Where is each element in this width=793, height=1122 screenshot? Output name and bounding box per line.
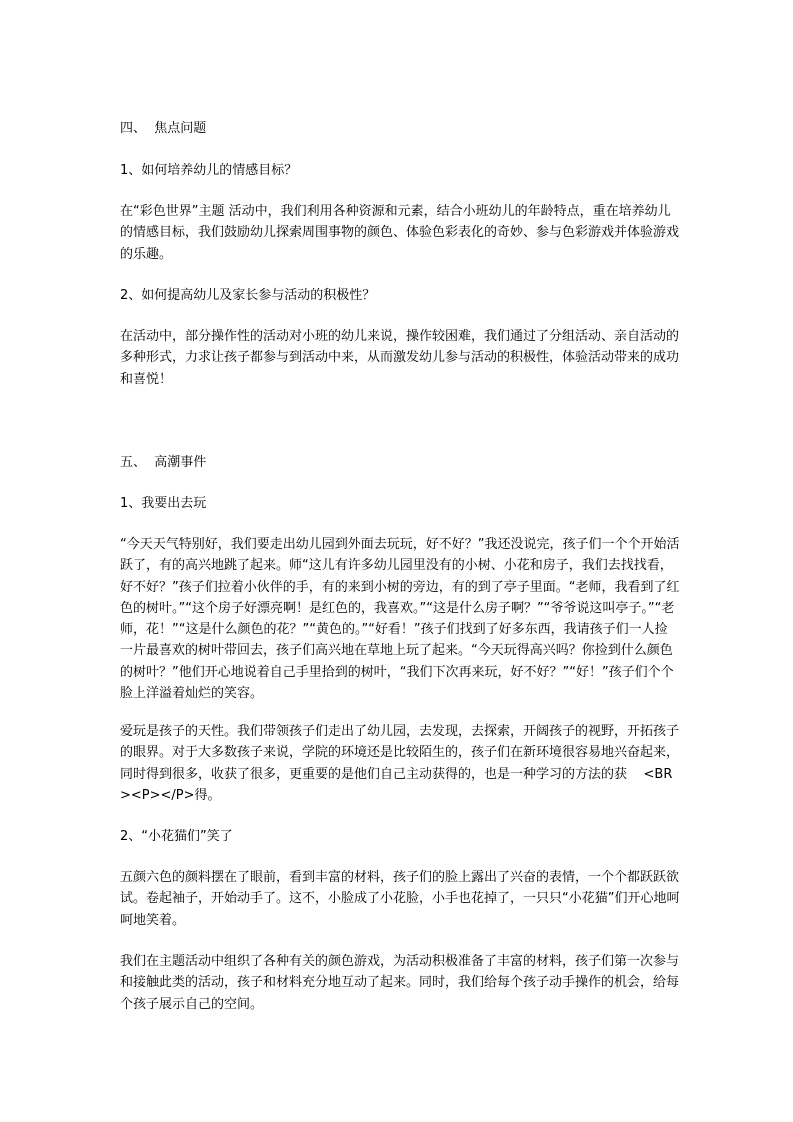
paragraph-go-out-play-story: “今天天气特别好，我们要走出幼儿园到外面去玩玩，好不好？”我还没说完，孩子们一个个开始活跃了，有的高兴地跳了起来。师“这儿有许多幼儿园里没有的小树、小花和房子，我们去找找看，好不好？”孩子们拉着小伙伴的手，有的来到小树的旁边，有的到了亭子里面。“老师，我看到了红色的树叶。”“这个房子好漂亮啊！是红色的，我喜欢。”“这是什么房子啊？”“爷爷说这叫亭子。”“老师，花！”“这是什么颜色的花？”“黄色的。”“好看！”孩子们找到了好多东西，我请孩子们一人捡一片最喜欢的树叶带回去，孩子们高兴地在草地上玩了起来。“今天玩得高兴吗？你捡到什么颜色的树叶？”他们开心地说着自己手里拾到的树叶，“我们下次再来玩，好不好？”“好！”孩子们个个脸上洋溢着灿烂的笑容。: [120, 537, 680, 702]
section-heading-climax-events: 五、 高潮事件: [120, 455, 207, 470]
paragraph-go-out-play-reflection: 爱玩是孩子的天性。我们带领孩子们走出了幼儿园，去发现，去探索，开阔孩子的视野，开拓孩子的眼界。对于大多数孩子来说，学院的环境还是比较陌生的，孩子们在新环境很容易地兴奋起来，同时得到很多，收获了很多，更重要的是他们自己主动获得的，也是一种学习的方法的获 <BR><P></P>得。: [120, 724, 680, 803]
paragraph-participation: 在活动中，部分操作性的活动对小班的幼儿来说，操作较困难，我们通过了分组活动、亲自活动的多种形式，力求让孩子都参与到活动中来，从而激发幼儿参与活动的积极性，体验活动带来的成功和喜悦！: [120, 329, 680, 387]
paragraph-color-games: 我们在主题活动中组织了各种有关的颜色游戏，为活动积极准备了丰富的材料，孩子们第一次参与和接触此类的活动，孩子和材料充分地互动了起来。同时，我们给每个孩子动手操作的机会，给每个孩子展示自己的空间。: [120, 954, 680, 1012]
paragraph-emotional-goals: 在“彩色世界”主题 活动中，我们利用各种资源和元素，结合小班幼儿的年龄特点，重在培养幼儿的情感目标，我们鼓励幼儿探索周围事物的颜色、体验色彩表化的奇妙、参与色彩游戏并体验游戏的乐趣。: [120, 204, 680, 262]
question-title-emotional-goals: 1、如何培养幼儿的情感目标？: [120, 163, 298, 178]
question-title-participation: 2、如何提高幼儿及家长参与活动的积极性？: [120, 288, 376, 303]
event-title-little-cats-laugh: 2、“小花猫们”笑了: [120, 829, 233, 844]
event-title-go-out-play: 1、我要出去玩: [120, 496, 207, 511]
section-heading-focus-issues: 四、 焦点问题: [120, 121, 207, 136]
paragraph-little-cats-story: 五颜六色的颜料摆在了眼前，看到丰富的材料，孩子们的脸上露出了兴奋的表情，一个个都跃跃欲试。卷起袖子，开始动手了。这不，小脸成了小花脸，小手也花掉了，一只只“小花猫”们开心地呵呵地笑着。: [120, 870, 680, 928]
